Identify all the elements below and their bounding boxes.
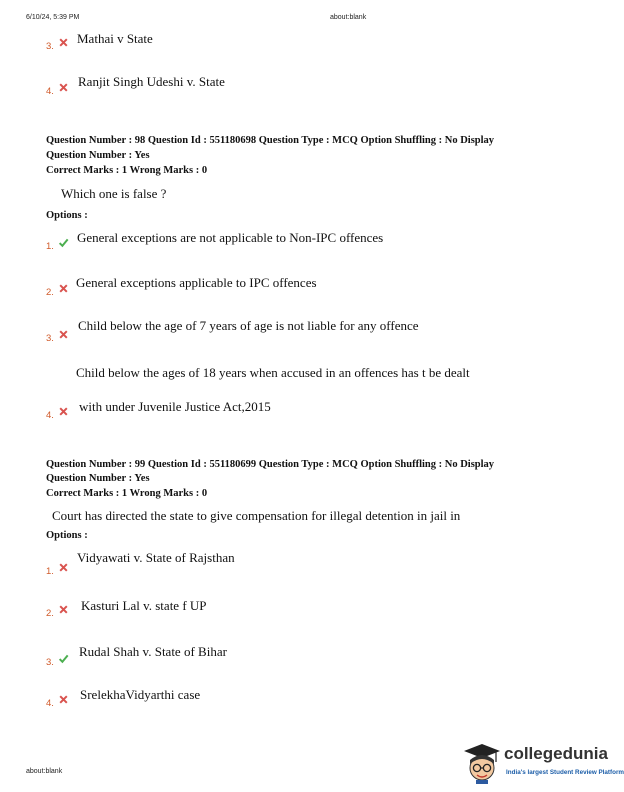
option-text: SrelekhaVidyarthi case: [80, 687, 201, 702]
question-marks: Correct Marks : 1 Wrong Marks : 0: [46, 165, 208, 176]
option-text: General exceptions are not applicable to Non-IPC offences: [77, 230, 384, 245]
graduate-mascot-icon: [462, 742, 502, 784]
option-number: 2.: [46, 287, 54, 298]
option-number: 1.: [46, 241, 54, 252]
option-number: 2.: [46, 608, 54, 619]
option-number: 3.: [46, 333, 54, 344]
print-datetime: 6/10/24, 5:39 PM: [26, 14, 80, 21]
wrong-mark-icon: [58, 82, 69, 93]
question-text: Which one is false ?: [61, 186, 167, 201]
brand-name: collegedunia: [504, 744, 608, 763]
question-marks: Correct Marks : 1 Wrong Marks : 0: [46, 488, 208, 499]
question-meta: Question Number : Yes: [46, 150, 150, 161]
wrong-mark-icon: [58, 283, 69, 294]
wrong-mark-icon: [58, 562, 69, 573]
option-number: 3.: [46, 41, 54, 52]
print-url: about:blank: [330, 14, 367, 21]
option-number: 3.: [46, 657, 54, 668]
collegedunia-logo: [462, 740, 624, 786]
question-meta: Question Number : 98 Question Id : 551180698 Question Type : MCQ Option Shuffling : No Display: [46, 135, 495, 146]
option-text: Rudal Shah v. State of Bihar: [79, 644, 227, 659]
option-text-line: with under Juvenile Justice Act,2015: [79, 399, 271, 414]
option-number: 1.: [46, 566, 54, 577]
option-text-line: Child below the ages of 18 years when accused in an offences has t be dealt: [76, 365, 470, 380]
option-number: 4.: [46, 698, 54, 709]
question-meta: Question Number : 99 Question Id : 551180699 Question Type : MCQ Option Shuffling : No Display: [46, 459, 495, 470]
option-number: 4.: [46, 410, 54, 421]
option-text: General exceptions applicable to IPC offences: [76, 275, 317, 290]
options-label: Options :: [46, 210, 88, 221]
option-text: Child below the age of 7 years of age is not liable for any offence: [78, 318, 419, 333]
option-text: Ranjit Singh Udeshi v. State: [78, 74, 225, 89]
wrong-mark-icon: [58, 406, 69, 417]
option-text: Kasturi Lal v. state f UP: [81, 598, 207, 613]
question-meta: Question Number : Yes: [46, 473, 150, 484]
wrong-mark-icon: [58, 329, 69, 340]
correct-check-icon: [58, 237, 69, 248]
option-text: Mathai v State: [77, 31, 153, 46]
print-footer-url: about:blank: [26, 768, 63, 775]
option-number: 4.: [46, 86, 54, 97]
question-text: Court has directed the state to give compensation for illegal detention in jail in: [52, 508, 461, 523]
option-text: Vidyawati v. State of Rajsthan: [77, 550, 235, 565]
wrong-mark-icon: [58, 37, 69, 48]
wrong-mark-icon: [58, 694, 69, 705]
wrong-mark-icon: [58, 604, 69, 615]
brand-tagline: India's largest Student Review Platform: [506, 769, 624, 776]
correct-check-icon: [58, 653, 69, 664]
options-label: Options :: [46, 530, 88, 541]
